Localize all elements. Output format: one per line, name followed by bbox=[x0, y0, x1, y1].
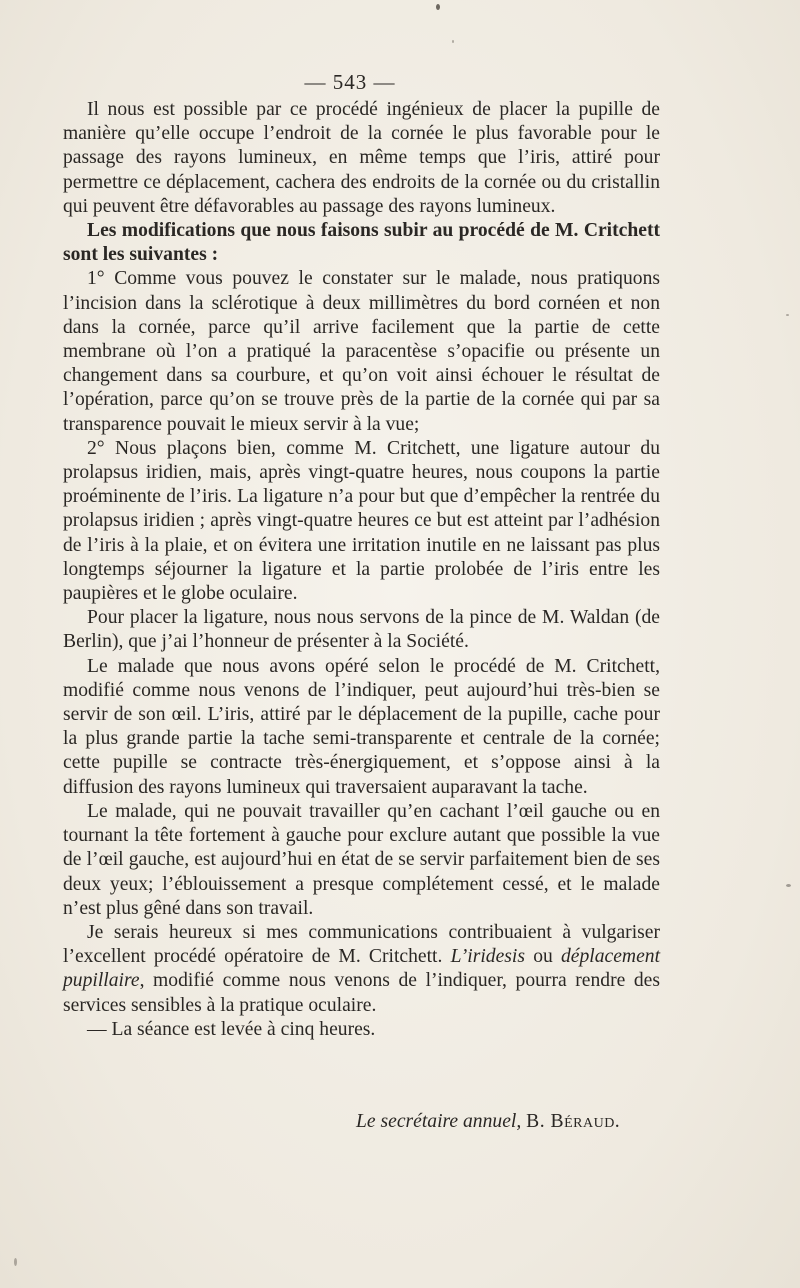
paragraph: 1° Comme vous pouvez le constater sur le malade, nous pratiquons l’incision dans la sclérotique à deux millimètres du bord cornéen et non dans la cornée, parce qu’il arrive facilement que la partie de cette membrane où l’on a pratiqué la paracentèse s’opacifie ou présente un changement dans sa courbure, et qu’on voit ainsi échouer le résultat de l’opération, parce qu’on se trouve près de la partie de la cornée qui par sa transparence pouvait le mieux servir à la vue; bbox=[63, 268, 660, 435]
paragraph: Le malade que nous avons opéré selon le procédé de M. Critchett, modifié comme nous venons de l’indiquer, peut aujourd’hui très-bien se servir de son œil. L’iris, attiré par le déplacement de la pupille, cache pour la plus grande partie la tache semi-transparente et centrale de la cornée; cette pupille se contracte très-énergiquement, et s’oppose ainsi à la diffusion des rayons lumineux qui traversaient auparavant la tache. bbox=[63, 655, 660, 798]
scan-speck bbox=[786, 314, 789, 316]
paragraph: Les modifications que nous faisons subir au procédé de M. Critchett sont les suivantes : bbox=[63, 220, 660, 266]
signature bbox=[356, 1110, 676, 1134]
closing-line: — La séance est levée à cinq heures. bbox=[87, 1018, 376, 1040]
final-paragraph bbox=[63, 921, 660, 1018]
scan-speck bbox=[786, 884, 791, 887]
page-number: — 543 — bbox=[304, 70, 396, 94]
final-paragraph-text: Je serais heureux si mes communications contribuaient à vulgariser l’excellent procédé opératoire de M. Critchett. bbox=[63, 921, 660, 968]
scan-speck bbox=[14, 1258, 17, 1266]
final-paragraph-text: , modifié comme nous venons de l’indiquer, pourra rendre des services sensibles à la pratique oculaire. bbox=[63, 970, 660, 1016]
paragraph: Pour placer la ligature, nous nous servons de la pince de M. Waldan (de Berlin), que j’ai l’honneur de présenter à la Société. bbox=[63, 607, 660, 653]
final-paragraph-text: ou bbox=[525, 946, 561, 968]
scan-speck bbox=[452, 40, 454, 43]
signature-title: Le secrétaire annuel, bbox=[356, 1111, 522, 1132]
article-body bbox=[63, 98, 660, 1042]
scan-speck bbox=[436, 4, 440, 10]
paragraph: Il nous est possible par ce procédé ingénieux de placer la pupille de manière qu’elle occupe l’endroit de la cornée le plus favorable pour le passage des rayons lumineux, en même temps que l’iris, attiré pour permettre ce déplacement, cachera des endroits de la cornée ou du cristallin qui peuvent être défavorables au passage des rayons lumineux. bbox=[63, 99, 660, 217]
signature-name: B. Béraud. bbox=[526, 1111, 621, 1132]
paragraph: 2° Nous plaçons bien, comme M. Critchett, une ligature autour du prolapsus iridien, mais, après vingt-quatre heures, nous coupons la partie proéminente de l’iris. La ligature n’a pour but que d’empêcher la rentrée du prolapsus iridien ; après vingt-quatre heures ce but est atteint par l’adhésion de l’iris à la plaie, et on évitera une irritation inutile en ne laissant pas plus longtemps séjourner la ligature et la partie prolobée de l’iris entre les paupières et le globe oculaire. bbox=[63, 437, 660, 605]
italic-term: déplacement pupillaire bbox=[63, 946, 661, 992]
paragraph: Le malade, qui ne pouvait travailler qu’en cachant l’œil gauche ou en tournant la tête fortement à gauche pour exclure autant que possible la vue de l’œil gauche, est aujourd’hui en état de se servir parfaitement bien de ses deux yeux; l’éblouissement a presque complétement cessé, et le malade n’est plus gêné dans son travail. bbox=[63, 800, 660, 919]
italic-term: L’iridesis bbox=[450, 946, 525, 968]
